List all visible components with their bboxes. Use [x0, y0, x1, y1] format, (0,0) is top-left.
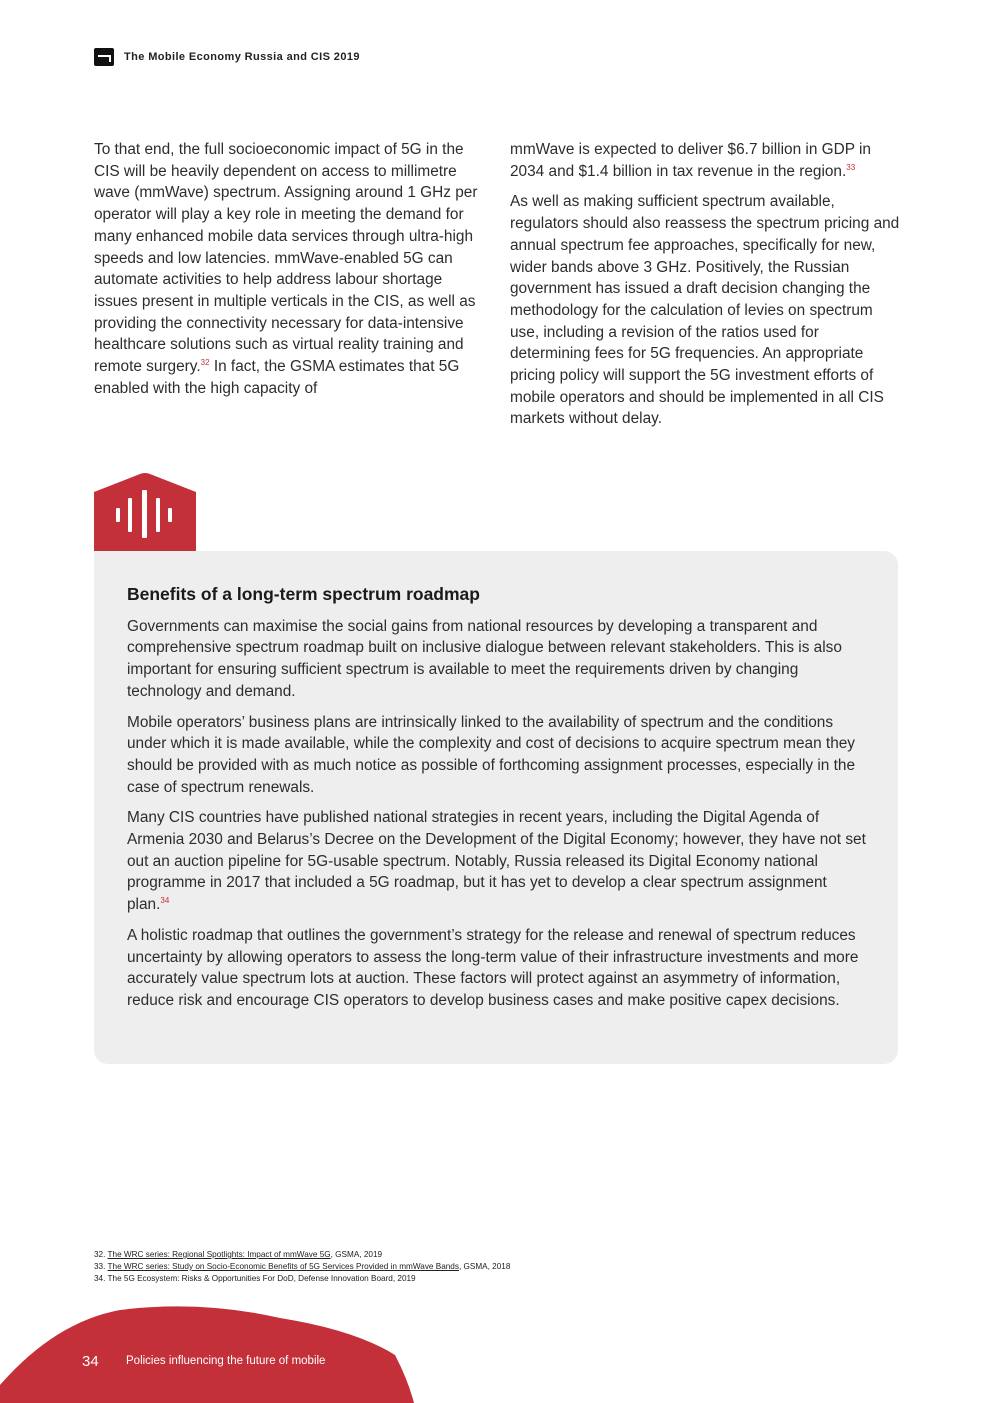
left-column: [94, 139, 479, 408]
box-title: Benefits of a long-term spectrum roadmap: [127, 584, 480, 604]
box-paragraph-3: [127, 807, 867, 916]
footnote-link[interactable]: The WRC series: Study on Socio-Economic Benefits of 5G Services Provided in mmWave Bands: [107, 1262, 459, 1271]
left-text-b: In fact, the GSMA estimates that 5G enabled with the high capacity of: [94, 358, 460, 397]
footnote-link[interactable]: The WRC series: Regional Spotlights: Impact of mmWave 5G: [107, 1250, 331, 1259]
footnote-ref-32[interactable]: 32: [200, 358, 210, 368]
footnote-34: 34. The 5G Ecosystem: Risks & Opportunities For DoD, Defense Innovation Board, 2019: [94, 1274, 416, 1283]
footnote-32: 32. The WRC series: Regional Spotlights: Impact of mmWave 5G, GSMA, 2019: [94, 1250, 383, 1259]
right-column: [510, 139, 902, 439]
box-paragraph-1: Governments can maximise the social gains from national resources by developing a transparent and comprehensive spectrum roadmap built on inclusive dialogue between relevant stakeholders. This is also important for ensuring sufficient spectrum is available to meet the requirements driven by changing technology and demand.: [127, 617, 842, 700]
report-logo-icon: [94, 48, 114, 66]
right-paragraph-1: [510, 139, 902, 182]
footer-section-label: Policies influencing the future of mobile: [126, 1355, 326, 1367]
footnote-ref-34[interactable]: 34: [160, 896, 170, 906]
signal-bars-icon: [94, 472, 196, 552]
right-text-a: mmWave is expected to deliver $6.7 billion in GDP in 2034 and $1.4 billion in tax revenue in the region.: [510, 141, 871, 180]
box-text-3: Many CIS countries have published national strategies in recent years, including the Digital Agenda of Armenia 2030 and Belarus’s Decree on the Development of the Digital Economy; however, they have not set out an auction pipeline for 5G-usable spectrum. Notably, Russia released its Digital Economy national programme in 2017 that included a 5G roadmap, but it has yet to develop a clear spectrum assignment plan.: [127, 809, 866, 914]
header-title: The Mobile Economy Russia and CIS 2019: [124, 51, 360, 63]
box-paragraph-4: A holistic roadmap that outlines the government’s strategy for the release and renewal of spectrum reduces uncertainty by allowing operators to assess the long-term value of their infrastructure investments and more accurately value spectrum lots at auction. These factors will protect against an asymmetry of information, reduce risk and encourage CIS operators to develop business cases and make positive capex decisions.: [127, 926, 859, 1009]
footnote-ref-33[interactable]: 33: [846, 162, 856, 172]
page-header: [94, 48, 360, 66]
spectrum-roadmap-box: [94, 551, 898, 1064]
footnote-33: 33. The WRC series: Study on Socio-Economic Benefits of 5G Services Provided in mmWave Bands, GSMA, 2018: [94, 1262, 511, 1271]
right-paragraph-2: As well as making sufficient spectrum available, regulators should also reassess the spectrum pricing and annual spectrum fee approaches, specifically for new, wider bands above 3 GHz. Positively, the Russian government has issued a draft decision changing the methodology for the calculation of levies on spectrum use, including a revision of the ratios used for determining fees for 5G frequencies. An appropriate pricing policy will support the 5G investment efforts of mobile operators and should be implemented in all CIS markets without delay.: [510, 193, 900, 428]
page-number: 34: [82, 1353, 99, 1370]
footnotes: [94, 1249, 794, 1285]
left-text-a: To that end, the full socioeconomic impact of 5G in the CIS will be heavily dependent on access to millimetre wave (mmWave) spectrum. Assigning around 1 GHz per operator will play a key role in meeting the demand for many enhanced mobile data services through ultra-high speeds and low latencies. mmWave-enabled 5G can automate activities to help address labour shortage issues present in multiple verticals in the CIS, as well as providing the connectivity necessary for data-intensive healthcare solutions such as virtual reality training and remote surgery.: [94, 141, 478, 376]
footer-shape: [0, 1300, 420, 1403]
box-paragraph-2: Mobile operators’ business plans are intrinsically linked to the availability of spectrum and the conditions under which it is made available, while the complexity and cost of decisions to acquire spectrum mean they should be provided with as much notice as possible of forthcoming assignment processes, especially in the case of spectrum renewals.: [127, 713, 856, 796]
left-paragraph-1: [94, 139, 479, 399]
